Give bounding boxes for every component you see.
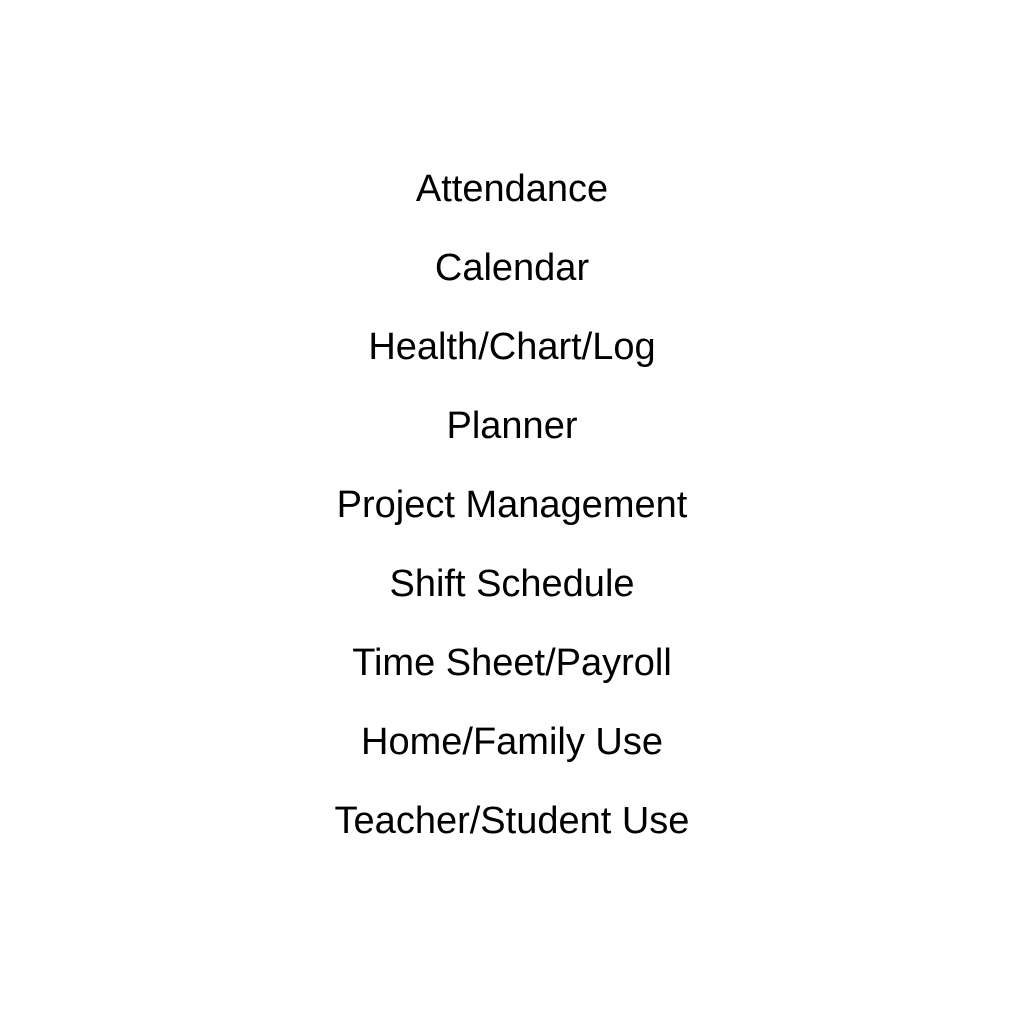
- list-item-attendance: Attendance: [415, 168, 609, 210]
- list-item-shift-schedule: Shift Schedule: [389, 563, 635, 605]
- list-item-planner: Planner: [446, 405, 578, 447]
- list-item-calendar: Calendar: [434, 247, 590, 289]
- list-item-health-chart-log: Health/Chart/Log: [368, 326, 656, 368]
- list-item-home-family-use: Home/Family Use: [361, 721, 663, 763]
- list-item-time-sheet-payroll: Time Sheet/Payroll: [352, 642, 672, 684]
- list-item-teacher-student-use: Teacher/Student Use: [334, 800, 690, 842]
- list-item-project-management: Project Management: [336, 484, 688, 526]
- use-case-list: [0, 168, 1024, 879]
